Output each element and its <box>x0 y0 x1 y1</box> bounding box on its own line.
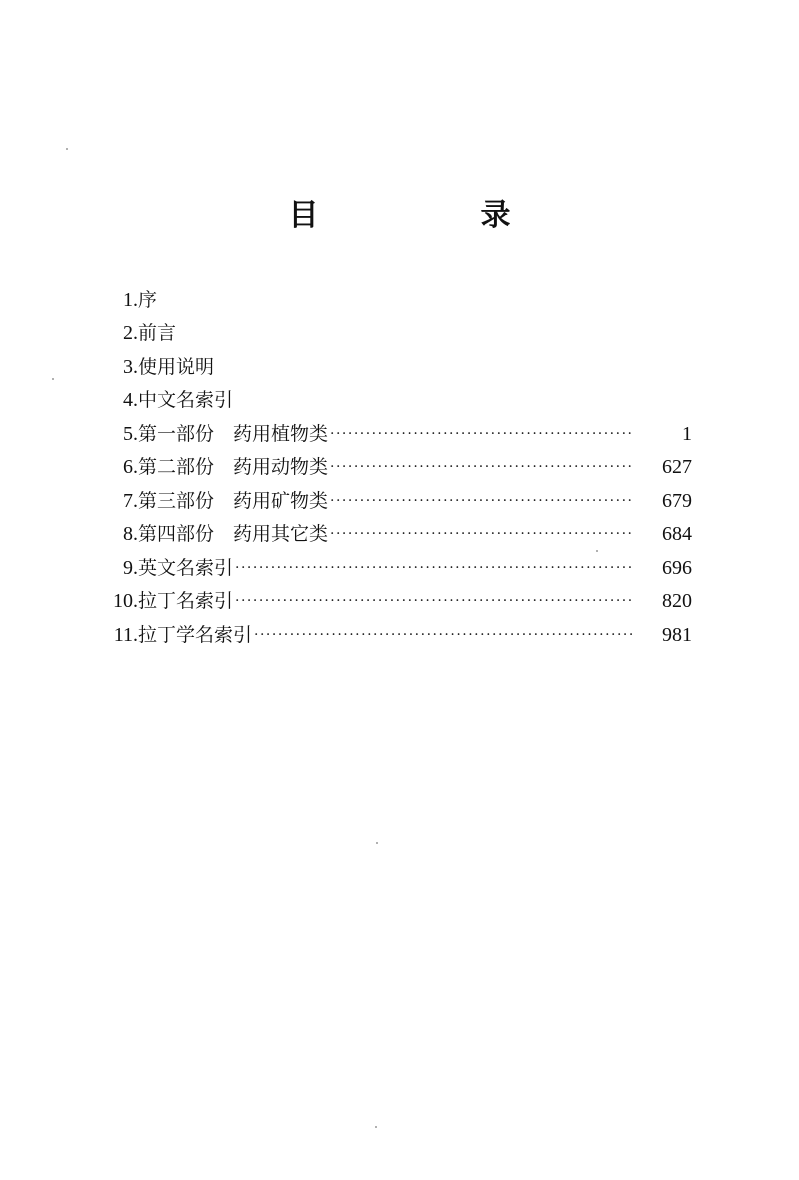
toc-entry-number: 3. <box>123 355 138 378</box>
toc-entry-number: 5. <box>123 422 138 445</box>
toc-entry-number: 2. <box>123 322 138 345</box>
toc-entry-number: 8. <box>123 523 138 546</box>
toc-entry-number: 11. <box>113 623 138 646</box>
toc-entry-page: 696 <box>662 556 692 579</box>
toc-entry-part-2 <box>100 451 700 485</box>
toc-entry-number: 6. <box>123 456 138 479</box>
toc-entry-page: 1 <box>682 422 692 445</box>
toc-entry-label: 第三部份 药用矿物类 <box>138 489 329 512</box>
toc-entry-number: 7. <box>123 489 138 512</box>
toc-entry-label: 拉丁名索引 <box>138 590 234 613</box>
dot-leader <box>330 521 632 547</box>
dot-leader <box>235 555 632 581</box>
table-of-contents <box>100 283 700 652</box>
toc-entry-part-4 <box>100 518 700 552</box>
toc-entry-label: 第四部份 药用其它类 <box>138 523 329 546</box>
dot-leader <box>254 622 632 648</box>
toc-entry-latin-index <box>100 585 700 619</box>
toc-entry-part-1 <box>100 417 700 451</box>
toc-entry-english-index <box>100 551 700 585</box>
toc-entry-page: 981 <box>662 623 692 646</box>
toc-entry-number: 10. <box>113 590 138 613</box>
toc-entry-label: 中文名索引 <box>138 389 234 412</box>
scan-speck <box>376 842 378 844</box>
toc-entry-foreword <box>100 317 700 351</box>
toc-entry-number: 4. <box>123 389 138 412</box>
toc-entry-instructions <box>100 350 700 384</box>
toc-entry-page: 684 <box>662 523 692 546</box>
toc-entry-part-3 <box>100 484 700 518</box>
toc-entry-label: 前言 <box>138 322 177 345</box>
toc-entry-label: 英文名索引 <box>138 556 234 579</box>
toc-entry-number: 9. <box>123 556 138 579</box>
toc-entry-page: 679 <box>662 489 692 512</box>
toc-entry-label: 第二部份 药用动物类 <box>138 456 329 479</box>
toc-entry-label: 拉丁学名索引 <box>138 623 253 646</box>
dot-leader <box>330 454 632 480</box>
dot-leader <box>235 588 632 614</box>
toc-entry-preface <box>100 283 700 317</box>
scan-speck <box>375 1126 377 1128</box>
scan-speck <box>52 378 54 380</box>
toc-entry-number: 1. <box>123 288 138 311</box>
page-title: 目 录 <box>288 198 577 233</box>
toc-entry-label: 使用说明 <box>138 355 215 378</box>
toc-entry-page: 627 <box>662 456 692 479</box>
dot-leader <box>330 421 632 447</box>
toc-entry-page: 820 <box>662 590 692 613</box>
toc-entry-latin-scientific-index <box>100 618 700 652</box>
toc-entry-label: 序 <box>138 288 158 311</box>
dot-leader <box>330 488 632 514</box>
scan-speck <box>596 550 598 552</box>
scan-speck <box>66 148 68 150</box>
toc-entry-label: 第一部份 药用植物类 <box>138 422 329 445</box>
toc-entry-chinese-index <box>100 384 700 418</box>
